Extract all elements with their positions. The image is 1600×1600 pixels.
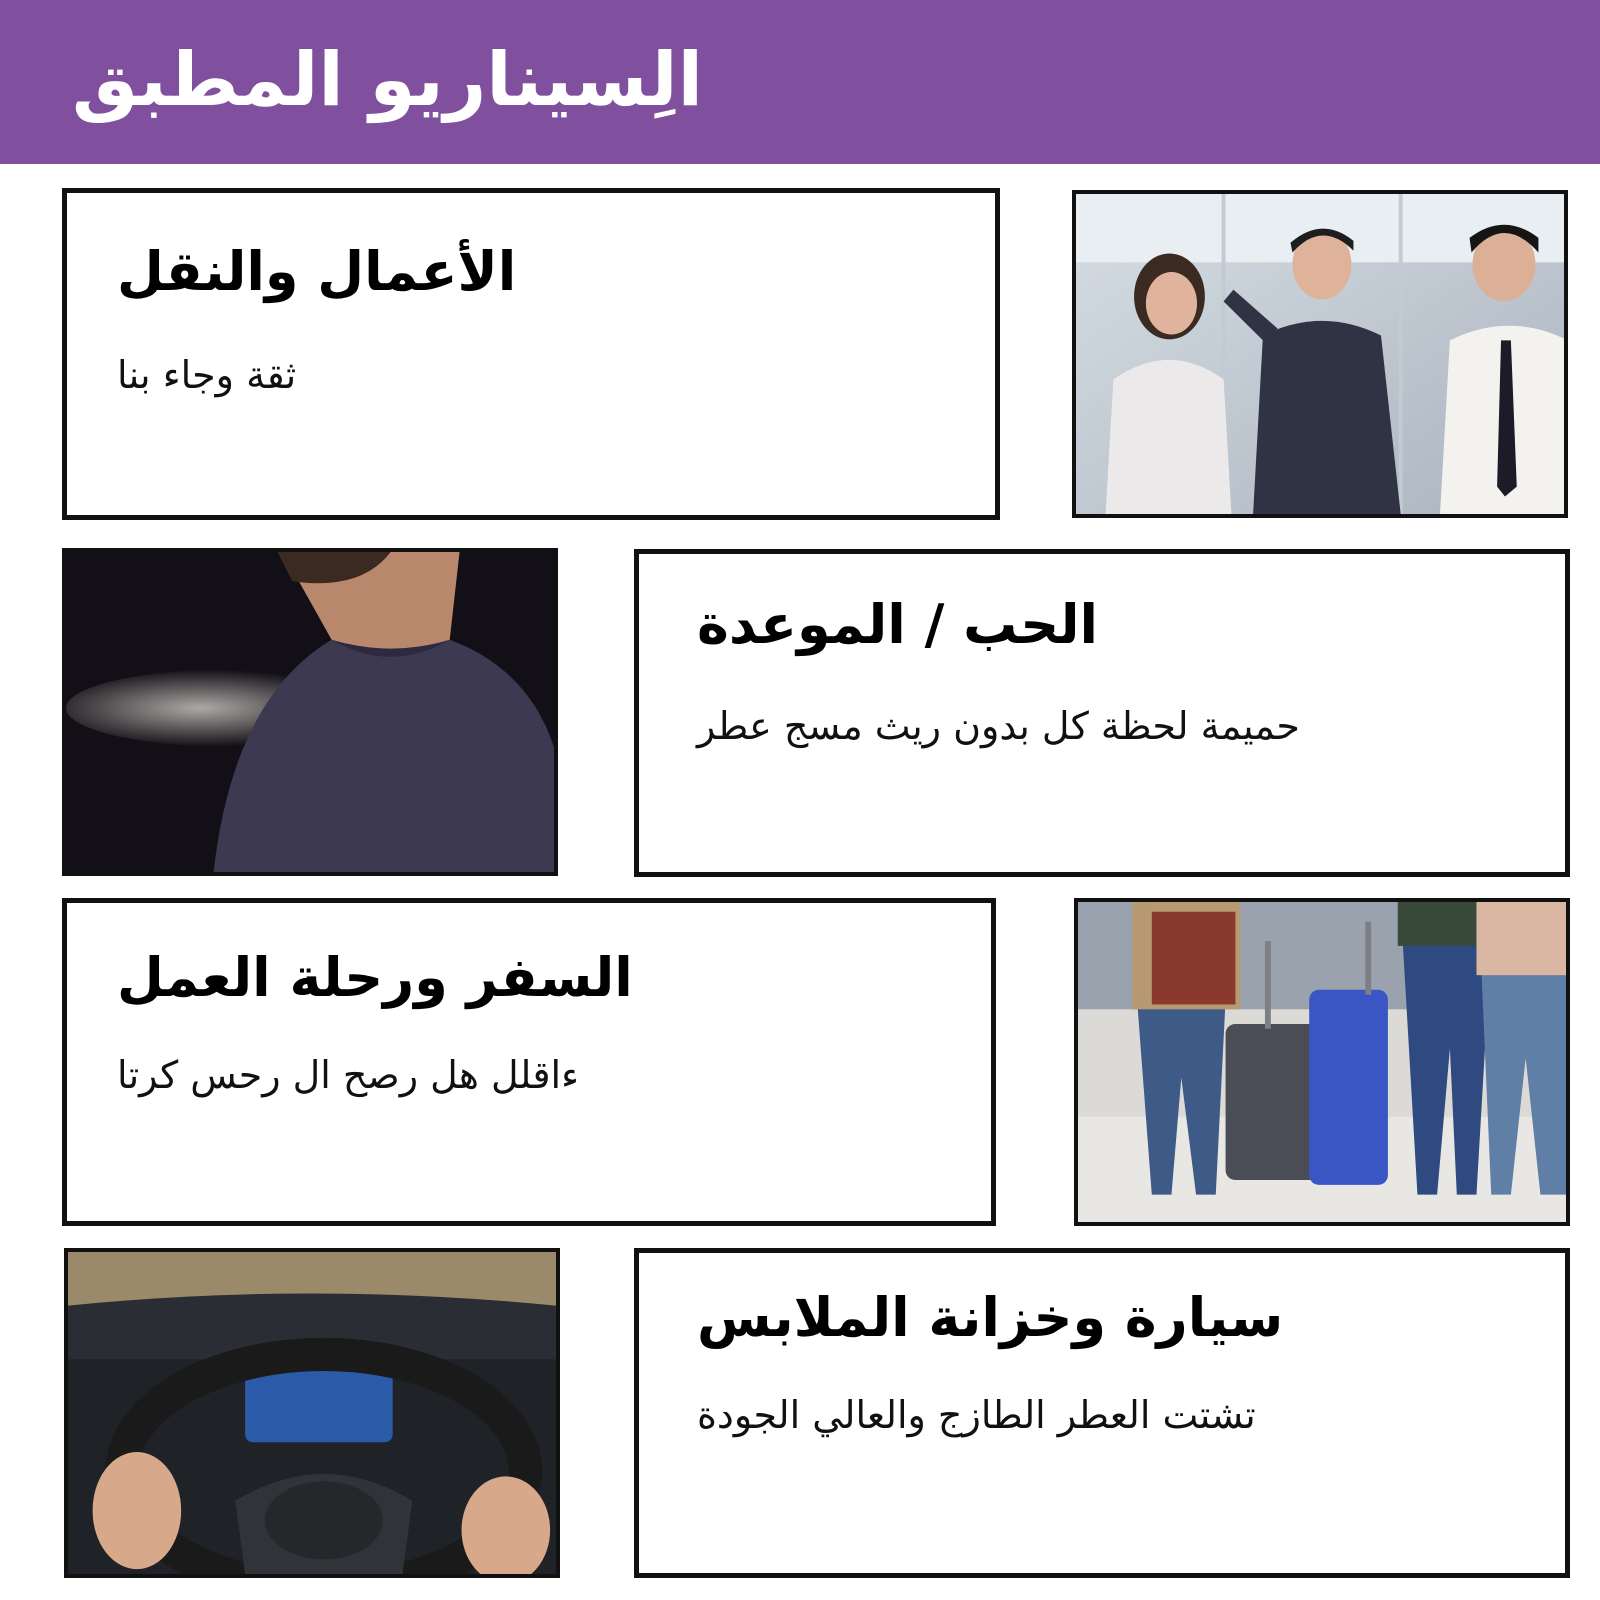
business-meeting-photo <box>1072 190 1568 518</box>
card-subtitle: حميمة لحظة كل بدون ريث مسج عطر <box>697 704 1300 748</box>
card-title: سيارة وخزانة الملابس <box>697 1286 1284 1349</box>
card-subtitle: تشتت العطر الطازج والعالي الجودة <box>697 1393 1256 1437</box>
scenario-card-romance <box>634 549 1570 877</box>
card-subtitle: ثقة وجاء بنا <box>117 353 297 397</box>
card-subtitle: ءاقلل هل رصح ال رحس كرتا <box>117 1053 579 1097</box>
card-title: الأعمال والنقل <box>117 240 517 303</box>
scenario-card-car <box>634 1248 1570 1578</box>
page-title: الِسيناريو المطبق <box>72 37 703 123</box>
scenario-card-business <box>62 188 1000 520</box>
scenario-card-travel <box>62 898 996 1226</box>
card-title: الحب / الموعدة <box>697 593 1098 656</box>
header-banner <box>0 0 1600 164</box>
card-title: السفر ورحلة العمل <box>117 946 633 1009</box>
travelers-luggage-photo <box>1074 898 1570 1226</box>
man-perfume-spray-photo <box>62 548 558 876</box>
car-steering-wheel-photo <box>64 1248 560 1578</box>
